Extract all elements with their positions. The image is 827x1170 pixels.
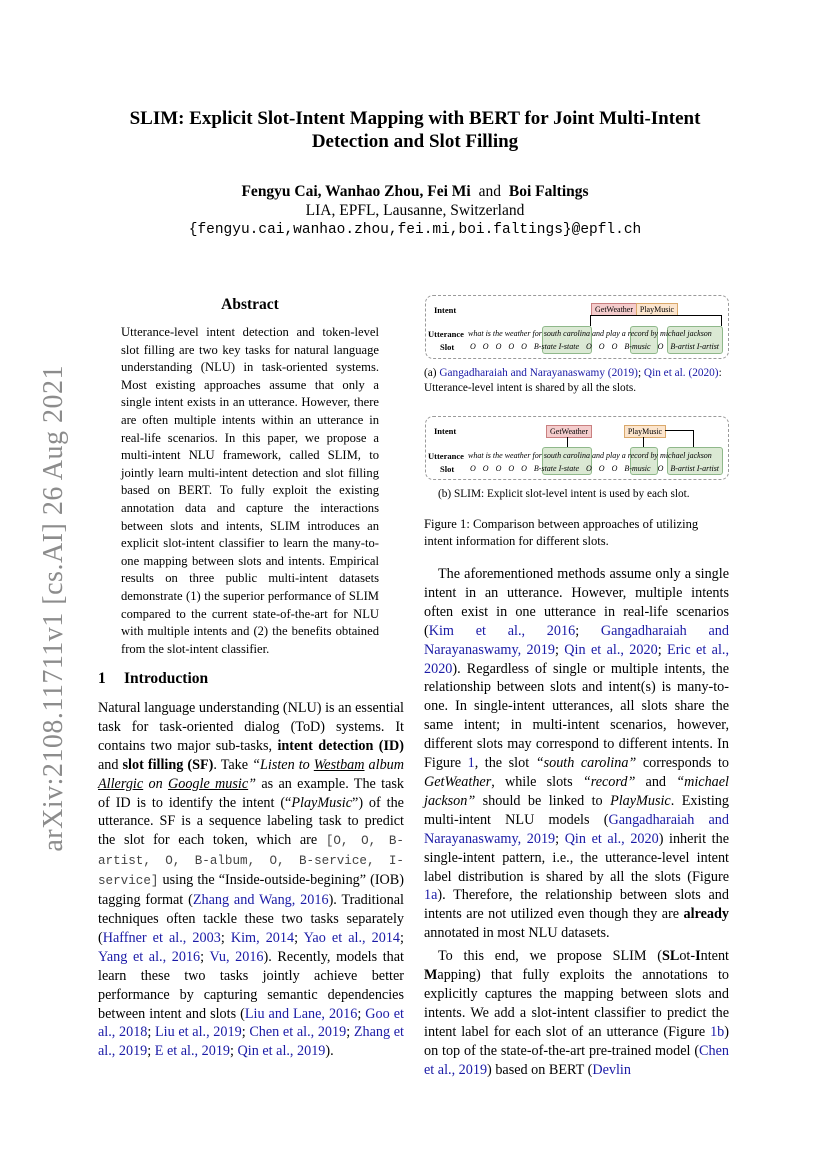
tag: O	[611, 464, 618, 473]
quote-record: “record”	[582, 773, 636, 790]
utterance-words	[468, 329, 712, 338]
citation-link[interactable]: E et al., 2019	[154, 1043, 231, 1060]
intro-iob-tags: [O, O, B-artist, O, B-album, O, B-service, I-service]	[98, 834, 404, 889]
text-span: ntent	[700, 948, 729, 965]
word: is	[485, 329, 491, 338]
text-span: To this end, we propose SLIM (	[438, 948, 662, 965]
word: weather	[504, 451, 531, 460]
citation-link[interactable]: Zhang et al., 2019	[98, 1024, 404, 1060]
figure-1a-panel	[425, 295, 729, 359]
figure-connector	[643, 437, 644, 447]
authors-and: and	[478, 183, 501, 200]
word: record	[627, 329, 649, 338]
intro-bold-sf: slot filling (SF)	[122, 756, 214, 773]
tag: B-state I-state	[533, 464, 580, 473]
word: a	[621, 329, 626, 338]
tag: O	[470, 342, 476, 351]
figure-slot-label: Slot	[440, 464, 455, 474]
italic-playmusic: PlayMusic	[610, 792, 671, 809]
figure-1b-panel	[425, 416, 729, 480]
figure-1b-caption: (b) SLIM: Explicit slot-level intent is used by each slot.	[438, 488, 690, 500]
citation-link[interactable]: Qin et al., 2020	[564, 830, 659, 847]
citation-link[interactable]: Liu and Lane, 2016	[244, 1005, 358, 1022]
citation-link[interactable]: Yao et al., 2014	[303, 929, 401, 946]
tag: O	[521, 464, 527, 473]
citation-link[interactable]: Liu et al., 2019	[155, 1024, 242, 1041]
citation-link[interactable]: Gangadharaiah and Narayanaswamy, 2019	[424, 622, 729, 658]
figure-ref-link[interactable]: 1b	[710, 1023, 725, 1040]
intent-getweather-box: GetWeather	[591, 303, 637, 316]
citation-link[interactable]: Chen et al., 2019	[249, 1024, 347, 1041]
text-span: and	[635, 773, 677, 790]
word: by	[650, 329, 659, 338]
text-span: should be linked to	[475, 792, 611, 809]
tag: O	[657, 464, 664, 473]
right-column-text	[424, 565, 729, 1079]
tag: O	[521, 342, 527, 351]
section-title: Introduction	[124, 670, 209, 687]
word: is	[485, 451, 491, 460]
tag: O	[508, 464, 515, 473]
citation-link[interactable]: Chen et al., 2019	[424, 1042, 729, 1078]
intro-text-8: ). Recently, models that learn these two tasks jointly achieve better performance by capturing semantic dependencies between intent and slots (	[98, 948, 404, 1022]
citation-link[interactable]: Vu, 2016	[209, 948, 264, 965]
bold-letter: M	[424, 967, 438, 984]
citation-link[interactable]: Devlin	[592, 1061, 631, 1078]
figure-intent-label: Intent	[434, 426, 457, 436]
text-span: apping) that fully exploits the annotations to explicitly captures the mapping between slots and intents. We add a slot-intent classifier to predict the intent label for each slot of an utterance (Figure	[424, 967, 729, 1040]
intro-bold-id: intent detection (ID)	[277, 737, 404, 754]
figure-connector	[590, 315, 591, 326]
figure-connector	[721, 315, 722, 326]
word: record	[627, 451, 649, 460]
quote-michael-jackson: “michael jackson”	[424, 773, 729, 809]
tag: O	[482, 342, 489, 351]
intro-text-6: using the “Inside-outside-begining” (IOB) tagging format (	[98, 872, 404, 909]
introduction-paragraph: Natural language understanding (NLU) is an essential task for task-oriented dialog (ToD) systems. It contains two major sub-tasks, intent detection (ID) and slot filling (SF). Take “Listen to Westbam album Allergic on Google music” as an example. The task of ID is to identify the intent (“PlayMusic”) of the utterance. SF is a sequence labeling task to predict the slot for each token, which are [O, O, B-artist, O, B-album, O, B-service, I-service] using the “Inside-outside-begining” (IOB) tagging format (Zhang and Wang, 2016). Traditional techniques often tackle these two tasks separately (Haffner et al., 2003; Kim, 2014; Yao et al., 2014; Yang et al., 2016; Vu, 2016). Recently, models that learn these two tasks jointly achieve better performance by capturing semantic dependencies between intent and slots (Liu and Lane, 2016; Goo et al., 2018; Liu et al., 2019; Chen et al., 2019; Zhang et al., 2019; E et al., 2019; Qin et al., 2019).	[98, 700, 405, 1060]
intro-underline-westbam: Westbam	[313, 756, 365, 773]
figure-connector	[590, 315, 722, 316]
word: south carolina	[543, 451, 590, 460]
text-span: , while slots	[491, 773, 583, 790]
word: play	[605, 451, 620, 460]
text-span: ). Therefore, the relationship between slots and intents are not utilized even though they are	[424, 887, 729, 923]
tag: B-music	[624, 342, 651, 351]
bold-already: already	[683, 906, 729, 923]
intro-quote-1: “Listen to	[252, 756, 314, 773]
figure-connector	[665, 430, 693, 431]
citation-link[interactable]: Zhang and Wang, 2016	[192, 892, 329, 909]
word: michael jackson	[660, 329, 712, 338]
paragraph: The aforementioned methods assume only a single intent in an utterance. However, multiple intents often exist in one utterance in real-life scenarios (Kim et al., 2016; Gangadharaiah and Narayanaswamy, 2019; Qin et al., 2020; Eric et al., 2020). Regardless of single or multiple intents, the relationship between slots and intent(s) is many-to-one. In single-intent utterances, all slots share the same intent; in multi-intent scenarios, however, different slots may correspond to different intents. In Figure 1, the slot “south carolina” corresponds to GetWeather, while slots “record” and “michael jackson” should be linked to PlayMusic. Existing multi-intent NLU models (Gangadharaiah and Narayanaswamy, 2019; Qin et al., 2020) inherit the single-intent pattern, i.e., the utterance-level intent label distribution is shared by all the slots (Figure 1a). Therefore, the relationship between slots and intents are not utilized even though they are already annotated in most NLU datasets.	[424, 566, 730, 942]
abstract-heading: Abstract	[221, 296, 279, 313]
slot-tags	[470, 464, 719, 473]
title-line-1: SLIM: Explicit Slot-Intent Mapping with BERT for Joint Multi-Intent	[129, 108, 701, 129]
tag: B-artist I-artist	[670, 464, 720, 473]
figure-slot-label: Slot	[440, 342, 455, 352]
tag: O	[611, 342, 618, 351]
figure-1-caption: Figure 1: Comparison between approaches of utilizing intent information for different slots.	[424, 517, 699, 548]
citation-link[interactable]: Qin et al. (2020)	[643, 367, 719, 379]
bold-letter: SL	[661, 948, 680, 965]
italic-getweather: GetWeather	[424, 773, 492, 790]
authors	[100, 182, 730, 201]
tag: B-state I-state	[533, 342, 580, 351]
arxiv-stamp	[0, 0, 69, 1170]
intent-getweather-box: GetWeather	[546, 425, 592, 438]
intro-italic-playmusic: PlayMusic	[291, 794, 353, 811]
intro-text-7: ). Traditional techniques often tackle these two tasks separately (	[98, 892, 404, 946]
text-span: annotated in most NLU datasets.	[424, 925, 610, 942]
intro-text-4: as an example. The task of ID is to identify the intent (“	[98, 775, 405, 811]
intent-playmusic-box: PlayMusic	[624, 425, 666, 438]
tag: B-artist I-artist	[670, 342, 720, 351]
intro-text-5: ”) of the utterance. SF is a sequence labeling task to predict the slot for each token, which are	[98, 794, 404, 849]
text-span: ) on top of the state-of-the-art pre-trained model (	[424, 1023, 729, 1059]
paper-title	[100, 107, 730, 153]
word: by	[650, 451, 659, 460]
figure-connector	[693, 430, 694, 447]
tag: O	[598, 342, 605, 351]
tag: O	[482, 464, 489, 473]
tag: B-music	[624, 464, 651, 473]
text-span: corresponds to	[636, 755, 730, 772]
text-span: ). Regardless of single or multiple intents, the relationship between slots and intent(s) is many-to-one. In single-intent utterances, all slots share the same intent; in multi-intent scenarios, however, different slots may correspond to different intents. In Figure	[424, 660, 729, 772]
intro-quote-2: album	[364, 756, 405, 773]
title-line-2: Detection and Slot Filling	[311, 131, 519, 152]
citation-link[interactable]: Yang et al., 2016	[98, 948, 201, 965]
figure-utterance-label: Utterance	[428, 329, 464, 339]
figure-1a-caption: (a) Gangadharaiah and Narayanaswamy (2019); Qin et al. (2020): Utterance-level intent is shared by all the slots.	[424, 367, 722, 394]
author-email: {fengyu.cai,wanhao.zhou,fei.mi,boi.faltings}@epfl.ch	[188, 222, 642, 238]
text-span: ot-	[679, 948, 696, 965]
paragraph	[424, 947, 729, 1079]
citation-link[interactable]: Kim et al., 2016	[428, 622, 576, 639]
citation-link[interactable]: Gangadharaiah and Narayanaswamy, 2019	[424, 811, 729, 847]
bold-letter: I	[695, 948, 701, 965]
intro-underline-google-music: Google music	[167, 775, 249, 792]
tag: O	[495, 342, 502, 351]
authors-main: Fengyu Cai, Wanhao Zhou, Fei Mi	[241, 183, 471, 200]
intro-underline-allergic: Allergic	[98, 775, 144, 792]
word: weather	[504, 329, 531, 338]
citation-link[interactable]: Kim, 2014	[230, 929, 295, 946]
caption-a-text: : Utterance-level intent is shared by all the slots.	[424, 367, 722, 394]
abstract-text: Utterance-level intent detection and token-level slot filling are two key tasks for natural language understanding (NLU) in task-oriented systems. Most existing approaches assume that only a single intent exists in an utterance. However, there are often multiple intents within an utterance in real-life scenarios. In this paper, we propose a multi-intent NLU framework, called SLIM, to jointly learn multi-intent detection and slot filling based on BERT. To fully exploit the existing annotation data and capture the interactions between slots and intents, SLIM introduces an explicit slot-intent classifier to learn the many-to-one mapping between slots and intents. Empirical results on three public multi-intent datasets demonstrate (1) the superior performance of SLIM compared to the current state-of-the-art for NLU with multiple intents and (2) the benefits obtained from the slot-intent classifier.	[121, 325, 379, 656]
intro-text-9: ).	[325, 1043, 334, 1060]
intro-quote-4: ”	[248, 775, 257, 792]
authors-last: Boi Faltings	[508, 183, 589, 200]
caption-a-prefix: (a)	[424, 367, 437, 379]
affiliation: LIA, EPFL, Lausanne, Switzerland	[305, 202, 525, 219]
word: what	[468, 329, 484, 338]
figure-intent-label: Intent	[434, 305, 457, 315]
section-number: 1	[98, 670, 106, 687]
word: what	[468, 451, 484, 460]
figure-utterance-label: Utterance	[428, 451, 464, 461]
citation-link[interactable]: Haffner et al., 2003	[102, 929, 221, 946]
word: the	[492, 329, 503, 338]
word: south carolina	[543, 329, 590, 338]
slot-tags	[470, 342, 719, 351]
citation-link[interactable]: Eric et al., 2020	[424, 641, 730, 677]
citation-link[interactable]: Qin et al., 2020	[564, 641, 658, 658]
citation-link[interactable]: Goo et al., 2018	[98, 1005, 404, 1041]
word: the	[492, 451, 503, 460]
figure-ref-link[interactable]: 1	[467, 755, 475, 772]
quote-south-carolina: “south carolina”	[535, 755, 637, 772]
word: and	[591, 451, 604, 460]
intro-text-2: and	[98, 756, 123, 773]
citation-link[interactable]: Gangadharaiah and Narayanaswamy (2019)	[439, 367, 638, 379]
figure-connector	[567, 437, 568, 447]
section-heading-introduction	[98, 670, 208, 688]
tag: O	[495, 464, 502, 473]
text-span: ) inherit the single-intent pattern, i.e., the utterance-level intent label distribution is shared by all the slots (Figure	[424, 830, 729, 885]
word: a	[621, 451, 626, 460]
word: for	[532, 329, 542, 338]
tag: O	[586, 464, 592, 473]
text-span: The aforementioned methods assume only a single intent in an utterance. However, multiple intents often exist in one utterance in real-life scenarios (	[424, 566, 729, 639]
text-span: . Existing multi-intent NLU models (	[424, 792, 729, 828]
word: play	[605, 329, 620, 338]
intent-playmusic-box: PlayMusic	[636, 303, 678, 316]
tag: O	[470, 464, 476, 473]
tag: O	[508, 342, 515, 351]
word: michael jackson	[660, 451, 712, 460]
text-span: , the slot	[474, 755, 536, 772]
citation-link[interactable]: Qin et al., 2019	[237, 1043, 326, 1060]
figure-ref-link[interactable]: 1a	[424, 887, 438, 904]
intro-text-3: . Take	[213, 756, 253, 773]
tag: O	[586, 342, 592, 351]
arxiv-stamp-text: arXiv:2108.11711v1 [cs.AI] 26 Aug 2021	[38, 365, 69, 852]
word: for	[532, 451, 542, 460]
intro-text-1: Natural language understanding (NLU) is an essential task for task-oriented dialog (ToD) systems. It contains two major sub-tasks,	[98, 700, 404, 754]
utterance-words	[468, 451, 712, 460]
tag: O	[598, 464, 605, 473]
tag: O	[657, 342, 664, 351]
word: and	[591, 329, 604, 338]
text-span: ) based on BERT (	[487, 1061, 593, 1078]
intro-quote-3: on	[143, 775, 168, 792]
